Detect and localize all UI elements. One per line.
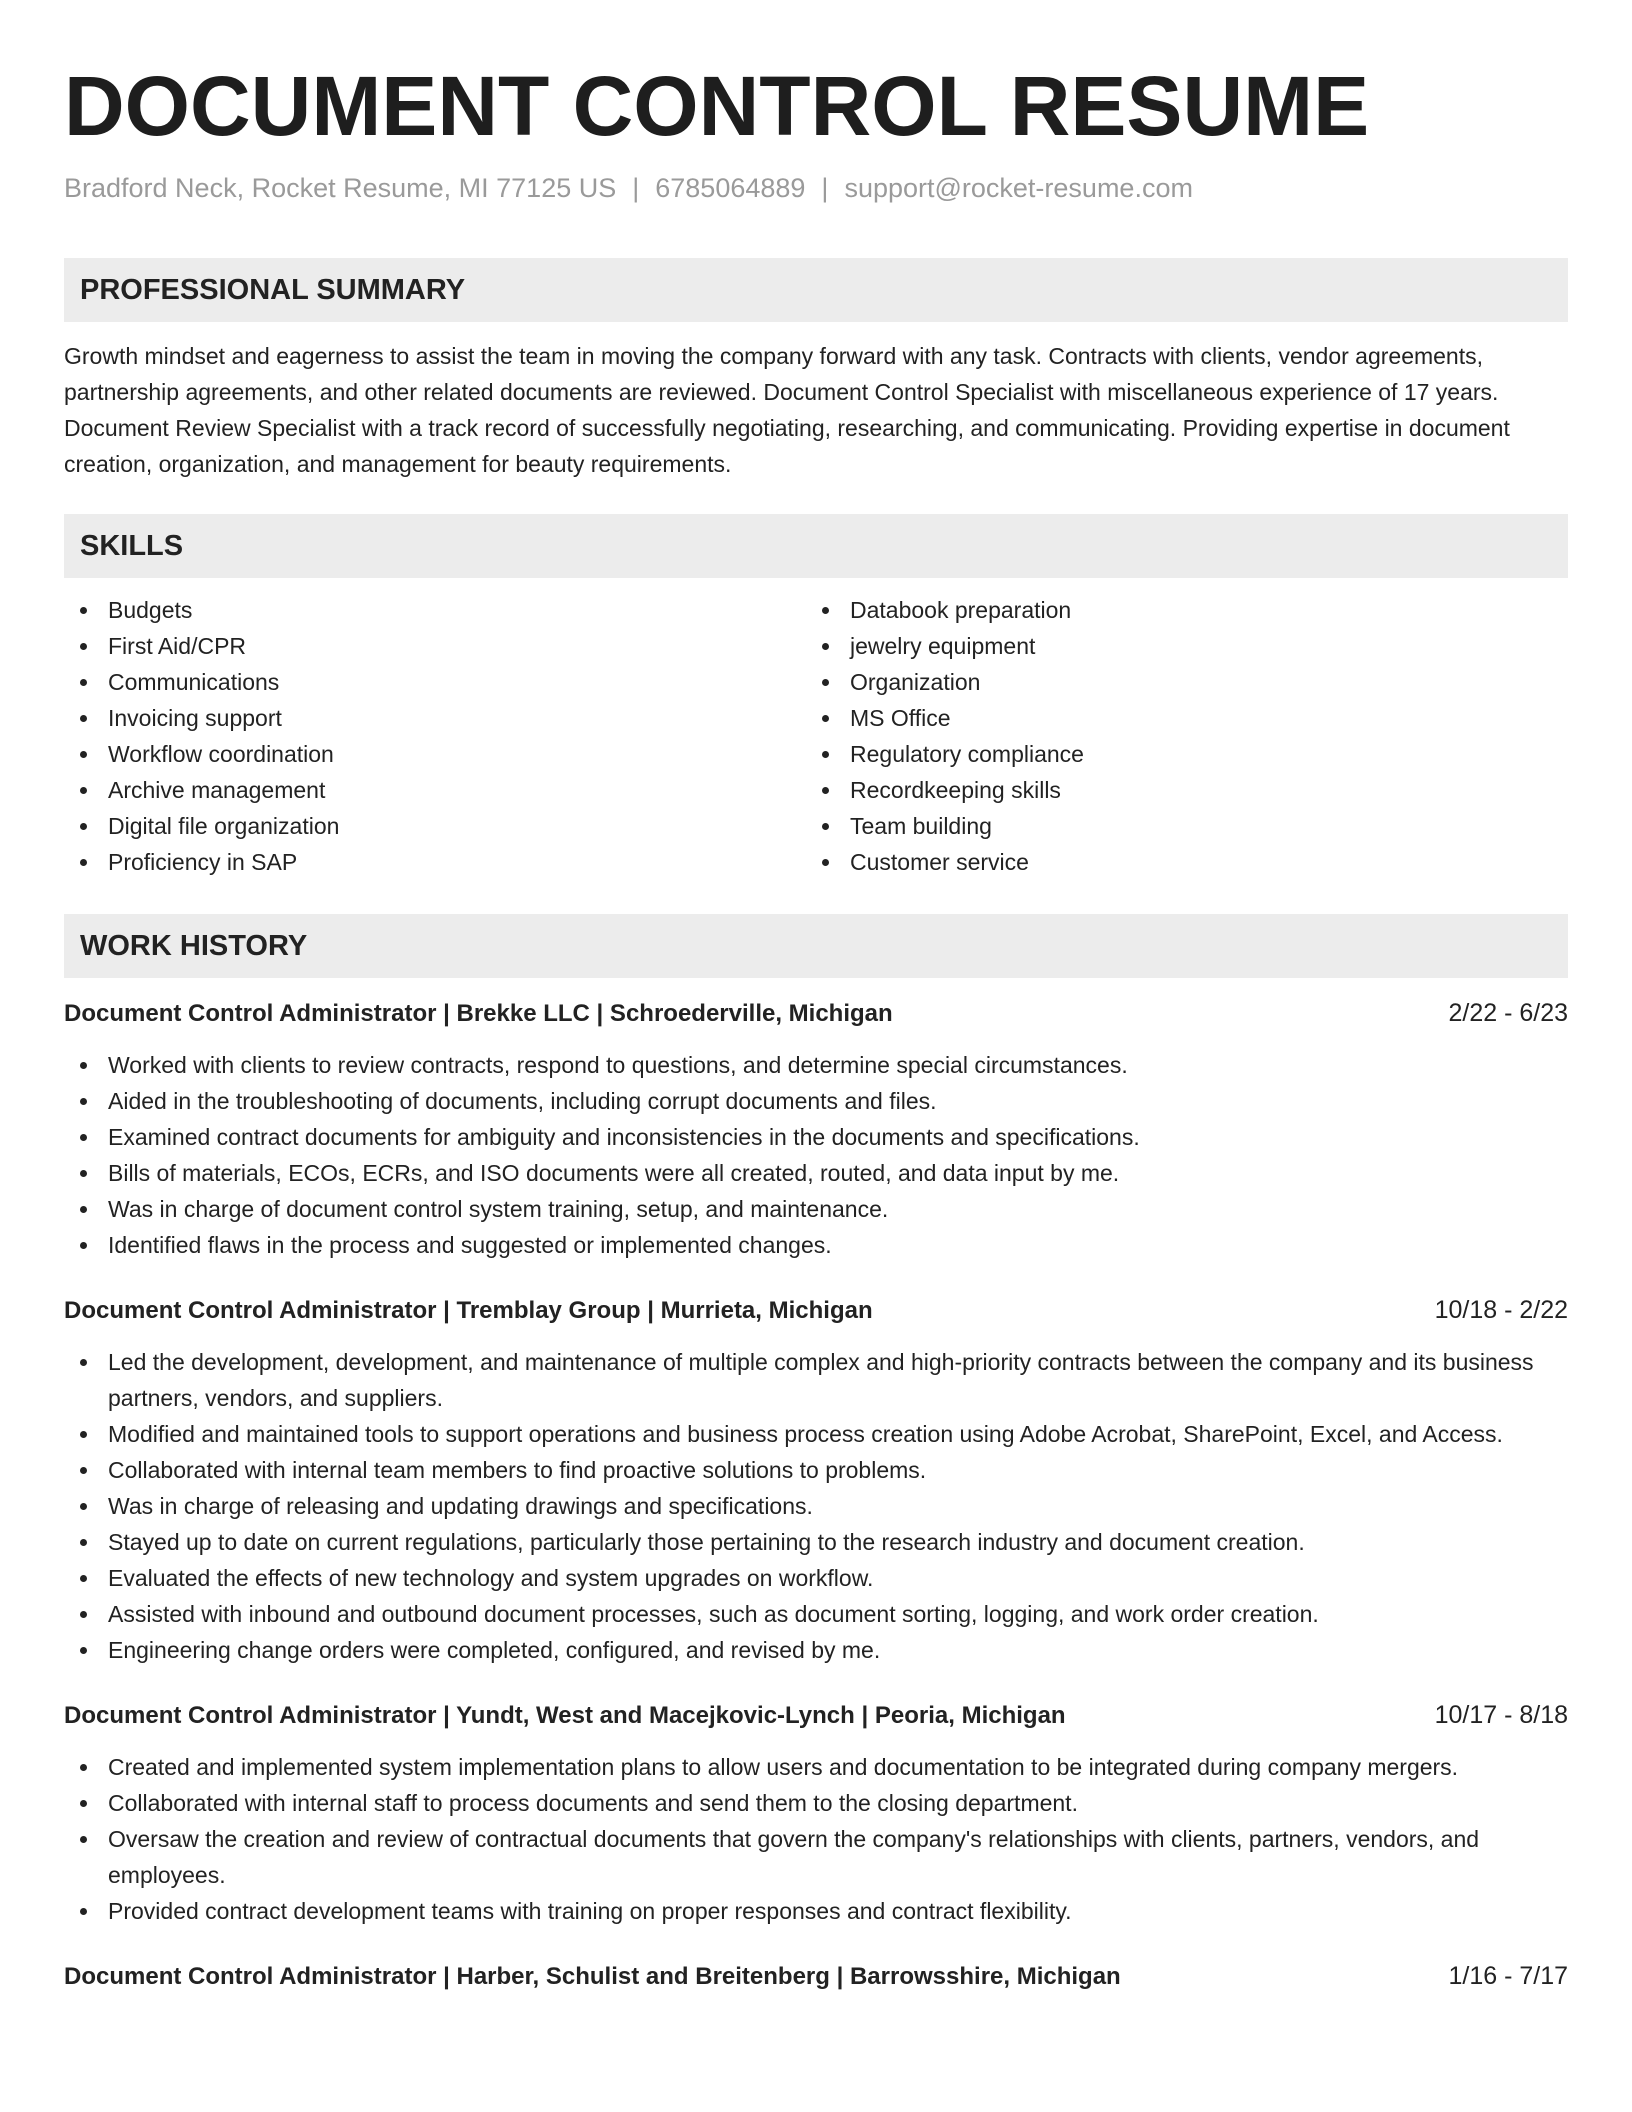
job-entry	[64, 1293, 1568, 1668]
job-bullet: Examined contract documents for ambiguity and inconsistencies in the documents and specifications.	[64, 1119, 1568, 1155]
skill-item: First Aid/CPR	[64, 628, 806, 664]
skill-item: Archive management	[64, 772, 806, 808]
contact-separator: |	[632, 173, 640, 203]
job-title: Document Control Administrator | Tremblay Group | Murrieta, Michigan	[64, 1297, 873, 1324]
skills-list	[64, 592, 1568, 880]
job-entry	[64, 996, 1568, 1263]
job-bullet: Identified flaws in the process and suggested or implemented changes.	[64, 1227, 1568, 1263]
job-bullet: Assisted with inbound and outbound document processes, such as document sorting, logging, and work order creation.	[64, 1596, 1568, 1632]
skill-item: Team building	[806, 808, 1548, 844]
job-bullet-list	[64, 1047, 1568, 1263]
job-dates: 10/18 - 2/22	[1434, 1296, 1568, 1324]
skill-item: Recordkeeping skills	[806, 772, 1548, 808]
job-bullet: Was in charge of releasing and updating drawings and specifications.	[64, 1488, 1568, 1524]
skill-item: Organization	[806, 664, 1548, 700]
skill-item: Communications	[64, 664, 806, 700]
job-title: Document Control Administrator | Yundt, West and Macejkovic-Lynch | Peoria, Michigan	[64, 1702, 1066, 1729]
job-title: Document Control Administrator | Harber, Schulist and Breitenberg | Barrowsshire, Michigan	[64, 1963, 1121, 1990]
job-bullet-list	[64, 1749, 1568, 1929]
job-bullet: Engineering change orders were completed, configured, and revised by me.	[64, 1632, 1568, 1668]
resume-page	[64, 0, 1568, 1994]
skill-item: Budgets	[64, 592, 806, 628]
section-header-summary: PROFESSIONAL SUMMARY	[64, 258, 1568, 322]
resume-title: DOCUMENT CONTROL RESUME	[64, 59, 1370, 153]
job-bullet: Oversaw the creation and review of contractual documents that govern the company's relationships with clients, partners, vendors, and employees.	[64, 1821, 1568, 1893]
section-header-work-history: WORK HISTORY	[64, 914, 1568, 978]
skill-item: Proficiency in SAP	[64, 844, 806, 880]
job-bullet: Worked with clients to review contracts, respond to questions, and determine special circumstances.	[64, 1047, 1568, 1083]
contact-separator: |	[821, 173, 829, 203]
skill-item: Digital file organization	[64, 808, 806, 844]
job-bullet: Aided in the troubleshooting of documents, including corrupt documents and files.	[64, 1083, 1568, 1119]
job-dates: 2/22 - 6/23	[1448, 999, 1568, 1027]
job-entry	[64, 1959, 1568, 1994]
job-dates: 10/17 - 8/18	[1434, 1701, 1568, 1729]
job-bullet: Collaborated with internal team members to find proactive solutions to problems.	[64, 1452, 1568, 1488]
job-bullet: Led the development, development, and maintenance of multiple complex and high-priority contracts between the company and its business partners, vendors, and suppliers.	[64, 1344, 1568, 1416]
skill-item: Workflow coordination	[64, 736, 806, 772]
section-header-skills: SKILLS	[64, 514, 1568, 578]
job-bullet: Created and implemented system implementation plans to allow users and documentation to be integrated during company mergers.	[64, 1749, 1568, 1785]
job-bullet: Was in charge of document control system training, setup, and maintenance.	[64, 1191, 1568, 1227]
contact-phone: 6785064889	[655, 173, 806, 203]
skills-column-left	[64, 592, 806, 880]
contact-email: support@rocket-resume.com	[844, 173, 1193, 203]
skill-item: Invoicing support	[64, 700, 806, 736]
contact-address: Bradford Neck, Rocket Resume, MI 77125 US	[64, 173, 617, 203]
job-title: Document Control Administrator | Brekke LLC | Schroederville, Michigan	[64, 1000, 893, 1027]
job-bullet: Stayed up to date on current regulations, particularly those pertaining to the research industry and document creation.	[64, 1524, 1568, 1560]
summary-text: Growth mindset and eagerness to assist the team in moving the company forward with any task. Contracts with clients, vendor agreements, partnership agreements, and other related documents are reviewed. Document Control Specialist with miscellaneous experience of 17 years. Document Review Specialist with a track record of successfully negotiating, researching, and communicating. Providing expertise in document creation, organization, and management for beauty requirements.	[64, 343, 1510, 477]
job-header	[64, 996, 1568, 1031]
job-bullet-list	[64, 1344, 1568, 1668]
job-bullet: Modified and maintained tools to support operations and business process creation using Adobe Acrobat, SharePoint, Excel, and Access.	[64, 1416, 1568, 1452]
skill-item: Customer service	[806, 844, 1548, 880]
skill-item: Databook preparation	[806, 592, 1548, 628]
skill-item: jewelry equipment	[806, 628, 1548, 664]
job-entry	[64, 1698, 1568, 1929]
job-header	[64, 1293, 1568, 1328]
job-bullet: Collaborated with internal staff to process documents and send them to the closing department.	[64, 1785, 1568, 1821]
skill-item: MS Office	[806, 700, 1548, 736]
job-bullet: Provided contract development teams with training on proper responses and contract flexibility.	[64, 1893, 1568, 1929]
job-bullet: Bills of materials, ECOs, ECRs, and ISO documents were all created, routed, and data input by me.	[64, 1155, 1568, 1191]
skill-item: Regulatory compliance	[806, 736, 1548, 772]
job-header	[64, 1959, 1568, 1994]
skills-column-right	[806, 592, 1548, 880]
job-header	[64, 1698, 1568, 1733]
contact-line	[64, 170, 1568, 206]
job-dates: 1/16 - 7/17	[1448, 1962, 1568, 1990]
job-bullet: Evaluated the effects of new technology and system upgrades on workflow.	[64, 1560, 1568, 1596]
work-history-list	[64, 996, 1568, 1994]
